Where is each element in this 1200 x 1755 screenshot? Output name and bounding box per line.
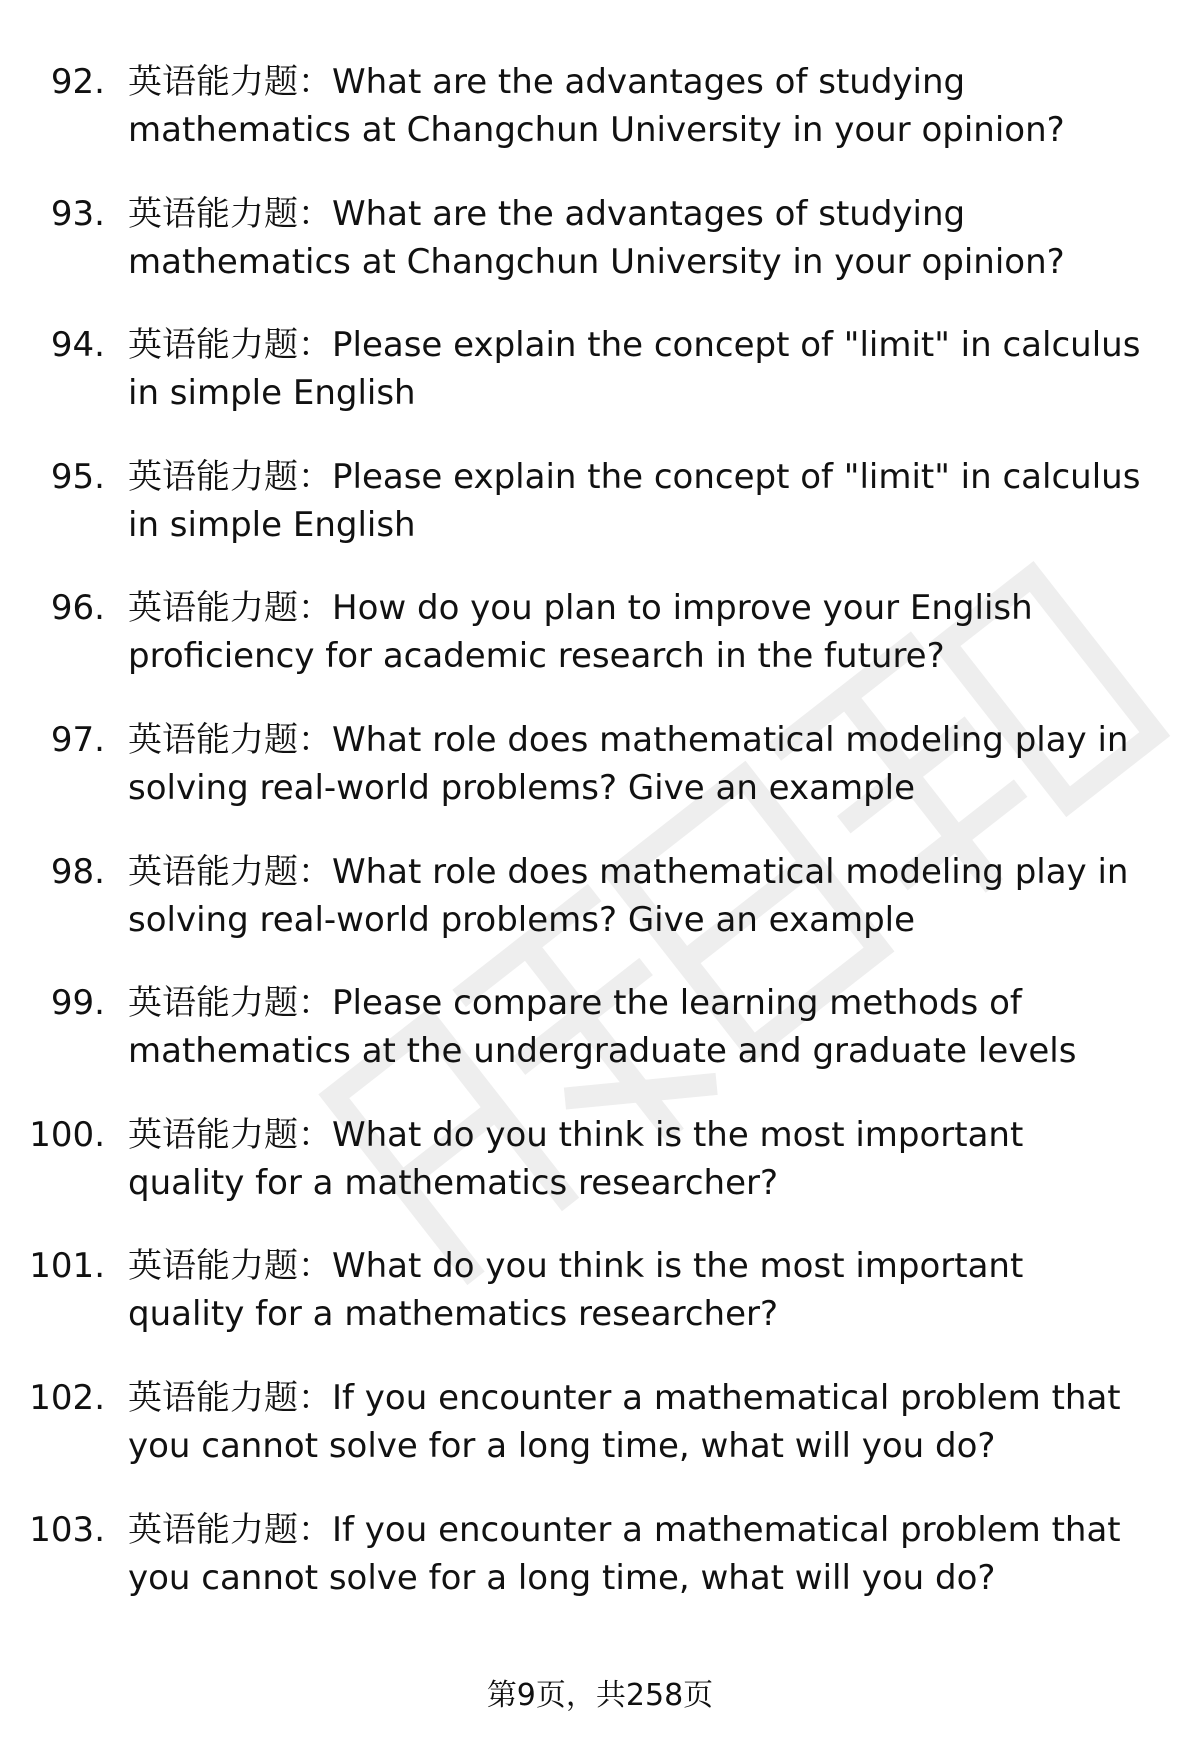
question-text-line-1: Please explain the concept of "limit" in calculus (332, 325, 1141, 366)
question-number: 102. (29, 1377, 105, 1418)
question-number: 93. (50, 193, 105, 234)
question-item (0, 58, 1200, 190)
question-number: 94. (50, 325, 105, 366)
question-number: 100. (29, 1114, 105, 1155)
question-text-line-1: If you encounter a mathematical problem that (332, 1377, 1121, 1418)
question-number: 92. (50, 62, 105, 102)
question-list (0, 58, 1200, 1637)
question-text-line-1: What do you think is the most important (332, 1246, 1024, 1287)
question-text (128, 1506, 1168, 1602)
question-text-line-1: What are the advantages of studying (332, 193, 966, 234)
question-text (128, 979, 1168, 1075)
question-tag: 英语能力题： (128, 1246, 332, 1287)
question-number: 96. (50, 588, 105, 629)
question-tag: 英语能力题： (128, 851, 332, 892)
question-line-2: proficiency for academic research in the future? (128, 636, 945, 677)
question-text (128, 190, 1168, 286)
question-text (128, 58, 1168, 154)
question-text-line-1: How do you plan to improve your English (332, 588, 1033, 629)
question-text-line-1: What role does mathematical modeling play in (332, 851, 1129, 892)
question-tag: 英语能力题： (128, 1377, 332, 1418)
question-item (0, 584, 1200, 716)
question-line-2: you cannot solve for a long time, what will you do? (128, 1557, 996, 1598)
question-line-2: solving real-world problems? Give an example (128, 899, 916, 940)
question-item (0, 1374, 1200, 1506)
question-text-line-1: Please compare the learning methods of (332, 983, 1022, 1024)
question-line-1 (128, 321, 1168, 369)
question-number: 101. (29, 1246, 105, 1287)
question-number: 97. (50, 719, 105, 760)
question-line-1 (128, 190, 1168, 238)
question-text (128, 1111, 1168, 1207)
question-tag: 英语能力题： (128, 193, 332, 234)
page-number-footer: 第9页，共258页 (486, 1678, 714, 1713)
question-line-2: quality for a mathematics researcher? (128, 1162, 779, 1203)
question-tag: 英语能力题： (128, 1509, 332, 1550)
question-item (0, 716, 1200, 848)
question-line-1 (128, 453, 1168, 501)
question-text (128, 848, 1168, 944)
question-line-2: mathematics at the undergraduate and graduate levels (128, 1031, 1077, 1072)
question-text (128, 321, 1168, 417)
question-text-line-1: If you encounter a mathematical problem that (332, 1509, 1121, 1550)
question-line-2: mathematics at Changchun University in your opinion? (128, 110, 1065, 150)
question-number: 103. (29, 1509, 105, 1550)
question-item (0, 1111, 1200, 1243)
question-text (128, 716, 1168, 812)
question-line-1 (128, 584, 1168, 632)
question-item (0, 453, 1200, 585)
question-text (128, 453, 1168, 549)
question-line-1 (128, 1374, 1168, 1422)
question-text (128, 1242, 1168, 1338)
question-line-1 (128, 1506, 1168, 1554)
question-text-line-1: What do you think is the most important (332, 1114, 1024, 1155)
question-text-line-1: Please explain the concept of "limit" in calculus (332, 456, 1141, 497)
question-line-2: in simple English (128, 373, 416, 414)
question-tag: 英语能力题： (128, 62, 332, 102)
question-number: 99. (50, 983, 105, 1024)
question-tag: 英语能力题： (128, 1114, 332, 1155)
question-line-1 (128, 848, 1168, 896)
question-tag: 英语能力题： (128, 325, 332, 366)
question-line-1 (128, 1111, 1168, 1159)
question-line-2: mathematics at Changchun University in your opinion? (128, 241, 1065, 282)
question-text-line-1: What role does mathematical modeling play in (332, 719, 1129, 760)
question-item (0, 979, 1200, 1111)
question-tag: 英语能力题： (128, 983, 332, 1024)
question-item (0, 190, 1200, 322)
question-tag: 英语能力题： (128, 588, 332, 629)
question-line-2: solving real-world problems? Give an example (128, 767, 916, 808)
question-line-1 (128, 58, 1168, 106)
question-number: 98. (50, 851, 105, 892)
question-line-2: you cannot solve for a long time, what will you do? (128, 1425, 996, 1466)
question-line-1 (128, 716, 1168, 764)
question-tag: 英语能力题： (128, 719, 332, 760)
question-line-2: quality for a mathematics researcher? (128, 1294, 779, 1335)
question-item (0, 848, 1200, 980)
question-number: 95. (50, 456, 105, 497)
question-text-line-1: What are the advantages of studying (332, 62, 966, 102)
question-item (0, 321, 1200, 453)
question-item (0, 1506, 1200, 1638)
question-line-1 (128, 1242, 1168, 1290)
question-item (0, 1242, 1200, 1374)
question-text (128, 1374, 1168, 1470)
question-line-1 (128, 979, 1168, 1027)
question-line-2: in simple English (128, 504, 416, 545)
question-tag: 英语能力题： (128, 456, 332, 497)
question-text (128, 584, 1168, 680)
